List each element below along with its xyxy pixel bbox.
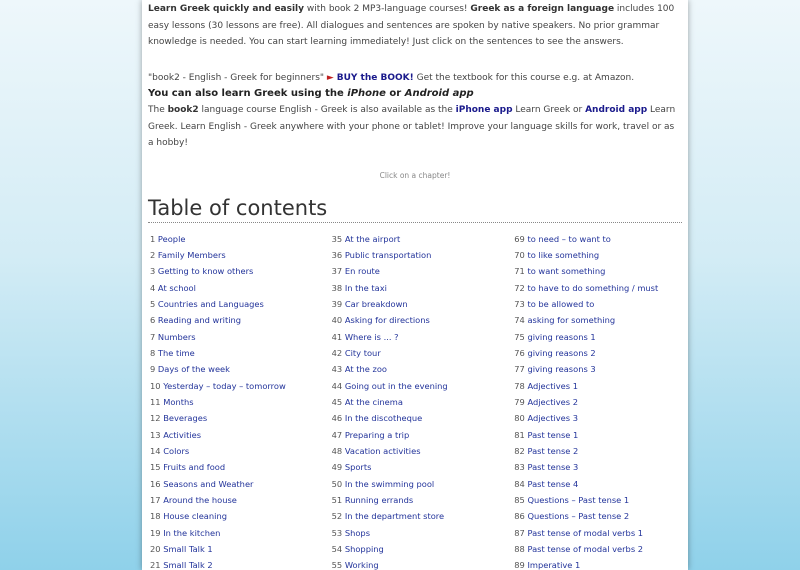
chapter-title[interactable]: In the swimming pool (344, 478, 435, 489)
toc-chapter-link[interactable] (514, 280, 682, 296)
chapter-number: 70 (514, 249, 525, 260)
chapter-title[interactable]: Countries and Languages (157, 298, 264, 309)
chapter-title[interactable]: Past tense 1 (527, 429, 579, 440)
chapter-number: 21 (150, 560, 161, 570)
chapter-title[interactable]: Where is ... ? (344, 331, 399, 342)
chapter-title[interactable]: At the airport (344, 233, 401, 244)
app-heading-android: Android app (404, 88, 474, 99)
chapter-title[interactable]: Going out in the evening (344, 380, 448, 391)
chapter-title[interactable]: Past tense of modal verbs 2 (527, 544, 644, 555)
chapter-title[interactable]: Shops (344, 527, 371, 538)
toc-chapter-link[interactable] (332, 361, 513, 377)
intro-text-2: includes 100 easy lessons (30 lessons are free). All dialogues and sentences are spoken by native speakers. No prior grammar knowledge is needed. You can start learning immediately! Just click on the sentences to see the answers. (148, 4, 675, 47)
book-section (148, 70, 682, 87)
chapter-title[interactable]: Car breakdown (344, 298, 408, 309)
chapter-title[interactable]: giving reasons 1 (527, 331, 596, 342)
chapter-number: 86 (514, 511, 525, 522)
chapter-number: 44 (331, 380, 343, 391)
chapter-title[interactable]: House cleaning (163, 511, 227, 522)
chapter-number: 1 (150, 233, 156, 244)
chapter-number: 6 (150, 315, 156, 326)
chapter-number: 35 (331, 233, 343, 244)
chapter-title[interactable]: Past tense 3 (527, 462, 579, 473)
toc-chapter-link[interactable] (332, 459, 513, 475)
chapter-title[interactable]: Getting to know others (157, 266, 254, 277)
chapter-number: 55 (331, 560, 343, 570)
chapter-number: 16 (150, 478, 161, 489)
book-line-rest: Get the textbook for this course e.g. at Amazon. (413, 72, 635, 83)
toc-title: Table of contents (148, 196, 682, 223)
chapter-title[interactable]: Adjectives 2 (527, 396, 579, 407)
buy-book-link[interactable]: BUY the BOOK! (336, 72, 414, 83)
toc-chapter-link[interactable] (514, 296, 682, 312)
chapter-title[interactable]: Seasons and Weather (163, 478, 254, 489)
intro-section (148, 0, 682, 51)
toc-chapter-link[interactable] (514, 476, 682, 492)
chapter-title[interactable]: In the department store (344, 511, 445, 522)
chapter-title[interactable]: At the zoo (344, 364, 388, 375)
chapter-number: 5 (150, 298, 156, 309)
app-heading-text-a: You can also learn Greek using the (148, 88, 348, 99)
chapter-title[interactable]: Sports (344, 462, 372, 473)
chapter-number: 74 (514, 315, 525, 326)
chapter-number: 71 (514, 266, 525, 277)
chapter-number: 75 (514, 331, 525, 342)
toc-chapter-link[interactable] (332, 247, 513, 263)
chapter-title[interactable]: Questions – Past tense 2 (527, 511, 630, 522)
toc-chapter-link[interactable] (150, 329, 330, 345)
toc-chapter-link[interactable] (514, 247, 682, 263)
app-book2-brand: book2 (167, 105, 199, 115)
chapter-title[interactable]: Months (163, 396, 194, 407)
chapter-number: 72 (514, 282, 525, 293)
chapter-number: 43 (331, 364, 343, 375)
table-of-contents (148, 231, 682, 570)
page-content-panel (142, 0, 688, 570)
app-section (148, 86, 682, 152)
chapter-number: 39 (331, 298, 343, 309)
chapter-title[interactable]: Around the house (163, 495, 237, 505)
chapter-number: 69 (514, 233, 525, 244)
toc-chapter-link[interactable] (514, 459, 682, 475)
chapter-number: 81 (514, 429, 525, 440)
chapter-number: 36 (331, 249, 343, 260)
intro-bold-2: Greek as a foreign language (470, 4, 615, 14)
toc-chapter-link[interactable] (150, 312, 330, 328)
chapter-number: 52 (331, 511, 343, 522)
chapter-number: 50 (331, 478, 343, 489)
chapter-number: 53 (331, 527, 343, 538)
chapter-title[interactable]: Yesterday – today – tomorrow (163, 380, 286, 391)
chapter-number: 9 (150, 364, 156, 375)
chapter-title[interactable]: Public transportation (344, 249, 432, 260)
chapter-title[interactable]: City tour (344, 347, 381, 358)
chapter-number: 45 (331, 396, 343, 407)
chapter-number: 77 (514, 364, 525, 375)
chapter-number: 87 (514, 527, 525, 538)
chapter-number: 7 (150, 331, 156, 342)
chapter-title[interactable]: En route (344, 266, 380, 277)
toc-chapter-link[interactable] (332, 427, 513, 443)
toc-chapter-link[interactable] (150, 443, 330, 459)
intro-bold-1: Learn Greek quickly and easily (148, 4, 305, 14)
toc-chapter-link[interactable] (150, 394, 330, 410)
app-heading-text-b: or (385, 88, 405, 99)
toc-chapter-link[interactable] (150, 476, 330, 492)
chapter-title[interactable]: People (157, 233, 186, 244)
book-line (148, 70, 682, 87)
toc-chapter-link[interactable] (332, 492, 513, 508)
intro-paragraph (148, 1, 682, 51)
chapter-number: 83 (514, 462, 525, 473)
toc-chapter-link[interactable] (150, 557, 330, 570)
chapter-title[interactable]: Reading and writing (157, 315, 242, 326)
toc-chapter-link[interactable] (150, 263, 330, 279)
chapter-hint: Click on a chapter! (379, 170, 451, 180)
app-heading (148, 86, 682, 102)
chapter-number: 10 (150, 380, 161, 391)
toc-chapter-link[interactable] (514, 394, 682, 410)
chapter-title[interactable]: Activities (163, 429, 202, 440)
toc-chapter-link[interactable] (332, 525, 513, 541)
toc-chapter-link[interactable] (150, 410, 330, 426)
chapter-title[interactable]: Days of the week (157, 364, 230, 375)
chapter-number: 38 (331, 282, 343, 293)
chapter-number: 40 (331, 315, 343, 326)
chapter-title[interactable]: Questions – Past tense 1 (527, 495, 630, 505)
chapter-number: 46 (331, 413, 343, 424)
chapter-number: 76 (514, 347, 525, 358)
chapter-title[interactable]: Past tense of modal verbs 1 (527, 527, 644, 538)
toc-chapter-link[interactable] (514, 231, 682, 247)
chapter-number: 11 (150, 396, 161, 407)
intro-text-1: with book 2 MP3-language courses! (304, 4, 471, 14)
book-title-quote: "book2 - English - Greek for beginners" (148, 72, 325, 83)
chapter-number: 80 (514, 413, 525, 424)
toc-chapter-link[interactable] (150, 280, 330, 296)
toc-chapter-link[interactable] (332, 280, 513, 296)
toc-chapter-link[interactable] (332, 443, 513, 459)
toc-chapter-link[interactable] (514, 345, 682, 361)
toc-chapter-link[interactable] (150, 541, 330, 557)
chapter-number: 73 (514, 298, 525, 309)
chapter-number: 15 (150, 462, 161, 473)
toc-chapter-link[interactable] (332, 557, 513, 570)
chapter-title[interactable]: Shopping (344, 544, 384, 555)
chapter-number: 47 (331, 429, 343, 440)
toc-chapter-link[interactable] (332, 378, 513, 394)
toc-chapter-link[interactable] (332, 231, 513, 247)
chapter-number: 51 (331, 495, 343, 505)
chapter-number: 4 (150, 282, 156, 293)
toc-chapter-link[interactable] (332, 312, 513, 328)
toc-chapter-link[interactable] (514, 557, 682, 570)
chapter-title[interactable]: Past tense 4 (527, 478, 579, 489)
chapter-number: 2 (150, 249, 156, 260)
chapter-title[interactable]: Family Members (157, 249, 226, 260)
chapter-title[interactable]: Small Talk 1 (163, 544, 213, 555)
app-text-b: language course English - Greek is also available as the (198, 105, 456, 115)
toc-chapter-link[interactable] (332, 410, 513, 426)
toc-column-1 (148, 231, 330, 570)
toc-chapter-link[interactable] (332, 394, 513, 410)
toc-chapter-link[interactable] (514, 329, 682, 345)
toc-chapter-link[interactable] (332, 476, 513, 492)
chapter-title[interactable]: In the discotheque (344, 413, 423, 424)
chapter-number: 79 (514, 396, 525, 407)
chapter-number: 48 (331, 445, 343, 456)
app-text-c: Learn Greek or (512, 105, 586, 115)
chapter-number: 14 (150, 445, 161, 456)
chapter-title[interactable]: asking for something (527, 315, 616, 326)
chapter-title[interactable]: In the kitchen (163, 527, 221, 538)
chapter-title[interactable]: to have to do something / must (527, 282, 659, 293)
toc-chapter-link[interactable] (332, 296, 513, 312)
toc-chapter-link[interactable] (150, 296, 330, 312)
chapter-number: 19 (150, 527, 161, 538)
toc-chapter-link[interactable] (514, 443, 682, 459)
chapter-title[interactable]: In the taxi (344, 282, 387, 293)
chapter-title[interactable]: Adjectives 1 (527, 380, 579, 391)
toc-chapter-link[interactable] (514, 263, 682, 279)
toc-chapter-link[interactable] (150, 345, 330, 361)
toc-chapter-link[interactable] (514, 525, 682, 541)
toc-chapter-link[interactable] (514, 312, 682, 328)
chapter-number: 12 (150, 413, 161, 424)
iphone-app-link[interactable]: iPhone app (455, 105, 513, 115)
chapter-number: 85 (514, 495, 525, 505)
chapter-number: 20 (150, 544, 161, 555)
chapter-number: 8 (150, 347, 156, 358)
chapter-number: 84 (514, 478, 525, 489)
toc-chapter-link[interactable] (514, 378, 682, 394)
chapter-title[interactable]: Asking for directions (344, 315, 430, 326)
chapter-title[interactable]: Running errands (344, 495, 414, 505)
chapter-title[interactable]: Imperative 1 (527, 560, 581, 570)
chapter-title[interactable]: Small Talk 2 (163, 560, 213, 570)
chapter-number: 82 (514, 445, 525, 456)
chapter-title[interactable]: to like something (527, 249, 600, 260)
toc-chapter-link[interactable] (514, 410, 682, 426)
toc-chapter-link[interactable] (150, 459, 330, 475)
chapter-title[interactable]: Working (344, 560, 379, 570)
chapter-title[interactable]: to want something (527, 266, 606, 277)
chapter-title[interactable]: Numbers (157, 331, 196, 342)
toc-column-2 (330, 231, 513, 570)
app-paragraph (148, 102, 682, 152)
toc-chapter-link[interactable] (332, 508, 513, 524)
chapter-number: 49 (331, 462, 343, 473)
chapter-title[interactable]: Colors (163, 445, 190, 456)
toc-chapter-link[interactable] (332, 345, 513, 361)
app-text-d: Learn Greek. Learn English - Greek anywhere with your phone or tablet! Improve your language skills for work, travel or as a hobby! (148, 105, 676, 148)
toc-chapter-link[interactable] (332, 329, 513, 345)
chapter-number: 78 (514, 380, 525, 391)
chapter-number: 88 (514, 544, 525, 555)
toc-chapter-link[interactable] (332, 541, 513, 557)
chapter-title[interactable]: Vacation activities (344, 445, 421, 456)
toc-chapter-link[interactable] (150, 231, 330, 247)
toc-chapter-link[interactable] (150, 508, 330, 524)
toc-chapter-link[interactable] (150, 378, 330, 394)
chapter-number: 37 (331, 266, 343, 277)
chapter-title[interactable]: Beverages (163, 413, 208, 424)
app-heading-iphone: iPhone (347, 88, 386, 99)
toc-chapter-link[interactable] (514, 427, 682, 443)
chapter-title[interactable]: Preparing a trip (344, 429, 410, 440)
toc-chapter-link[interactable] (514, 492, 682, 508)
chapter-title[interactable]: The time (157, 347, 195, 358)
toc-chapter-link[interactable] (332, 263, 513, 279)
toc-chapter-link[interactable] (150, 361, 330, 377)
chapter-number: 89 (514, 560, 525, 570)
android-app-link[interactable]: Android app (585, 105, 648, 115)
chapter-number: 41 (331, 331, 343, 342)
chapter-title[interactable]: Adjectives 3 (527, 413, 579, 424)
toc-chapter-link[interactable] (150, 525, 330, 541)
chapter-title[interactable]: Past tense 2 (527, 445, 579, 456)
chapter-title[interactable]: Fruits and food (163, 462, 226, 473)
chapter-number: 13 (150, 429, 161, 440)
chapter-title[interactable]: At school (157, 282, 196, 293)
toc-chapter-link[interactable] (150, 247, 330, 263)
chapter-number: 18 (150, 511, 161, 522)
chapter-title[interactable]: to need – to want to (527, 233, 611, 244)
app-text-a: The (148, 105, 168, 115)
chapter-title[interactable]: At the cinema (344, 396, 403, 407)
toc-chapter-link[interactable] (514, 508, 682, 524)
toc-chapter-link[interactable] (514, 541, 682, 557)
toc-chapter-link[interactable] (150, 427, 330, 443)
chapter-title[interactable]: giving reasons 2 (527, 347, 596, 358)
chapter-number: 3 (150, 266, 156, 277)
arrow-right-icon: ► (326, 72, 334, 83)
chapter-title[interactable]: to be allowed to (527, 298, 595, 309)
chapter-title[interactable]: giving reasons 3 (527, 364, 596, 375)
toc-chapter-link[interactable] (150, 492, 330, 508)
chapter-number: 54 (331, 544, 343, 555)
toc-column-3 (512, 231, 682, 570)
chapter-number: 17 (150, 495, 161, 505)
chapter-number: 42 (331, 347, 343, 358)
toc-chapter-link[interactable] (514, 361, 682, 377)
